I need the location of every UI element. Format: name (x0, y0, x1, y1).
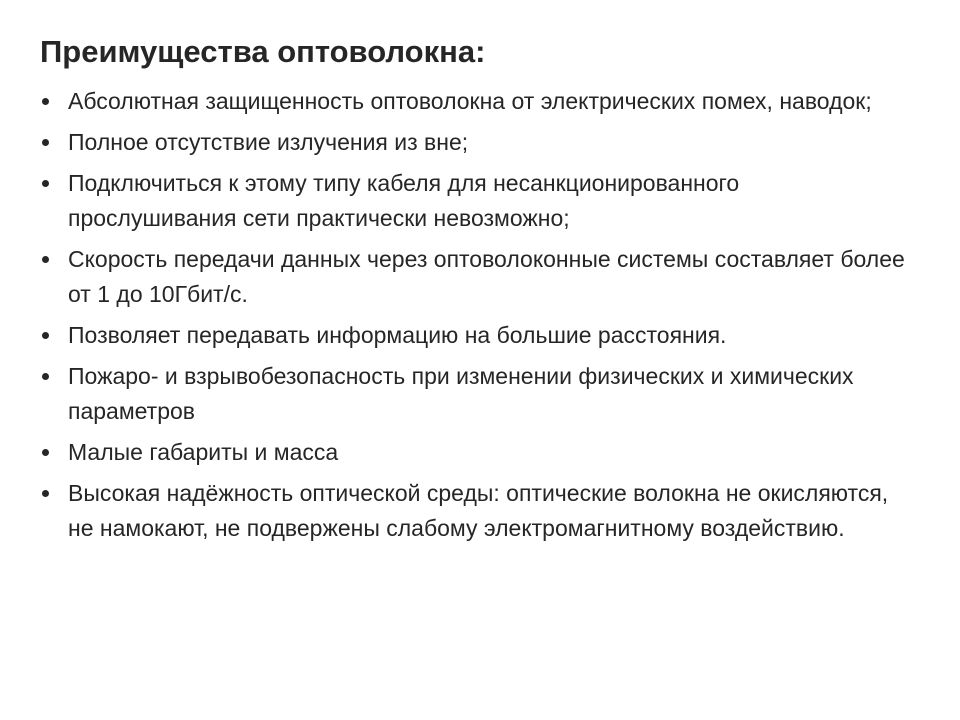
bullet-dot-icon (42, 180, 49, 187)
bullet-dot-icon (42, 139, 49, 146)
bullet-list (40, 84, 910, 552)
bullet-text: Позволяет передавать информацию на большие расстояния. (68, 322, 727, 348)
bullet-item (40, 84, 910, 119)
bullet-item (40, 359, 910, 429)
bullet-dot-icon (42, 332, 49, 339)
bullet-item (40, 166, 910, 236)
bullet-dot-icon (42, 98, 49, 105)
bullet-dot-icon (42, 449, 49, 456)
bullet-text: Скорость передачи данных через оптоволоконные системы составляет более от 1 до 10Гбит/с. (68, 246, 905, 307)
bullet-item (40, 435, 910, 470)
bullet-dot-icon (42, 373, 49, 380)
bullet-text: Подключиться к этому типу кабеля для несанкционированного прослушивания сети практически невозможно; (68, 170, 740, 231)
bullet-text: Абсолютная защищенность оптоволокна от электрических помех, наводок; (68, 88, 872, 114)
bullet-item (40, 476, 910, 546)
slide-title: Преимущества оптоволокна: (40, 34, 486, 69)
bullet-item (40, 242, 910, 312)
bullet-dot-icon (42, 256, 49, 263)
bullet-dot-icon (42, 490, 49, 497)
bullet-item (40, 318, 910, 353)
bullet-text: Полное отсутствие излучения из вне; (68, 129, 469, 155)
bullet-text: Малые габариты и масса (68, 439, 339, 465)
bullet-text: Пожаро- и взрывобезопасность при изменении физических и химических параметров (68, 363, 854, 424)
bullet-item (40, 125, 910, 160)
bullet-text: Высокая надёжность оптической среды: оптические волокна не окисляются, не намокают, не подвержены слабому электромагнитному воздействию. (68, 480, 889, 541)
